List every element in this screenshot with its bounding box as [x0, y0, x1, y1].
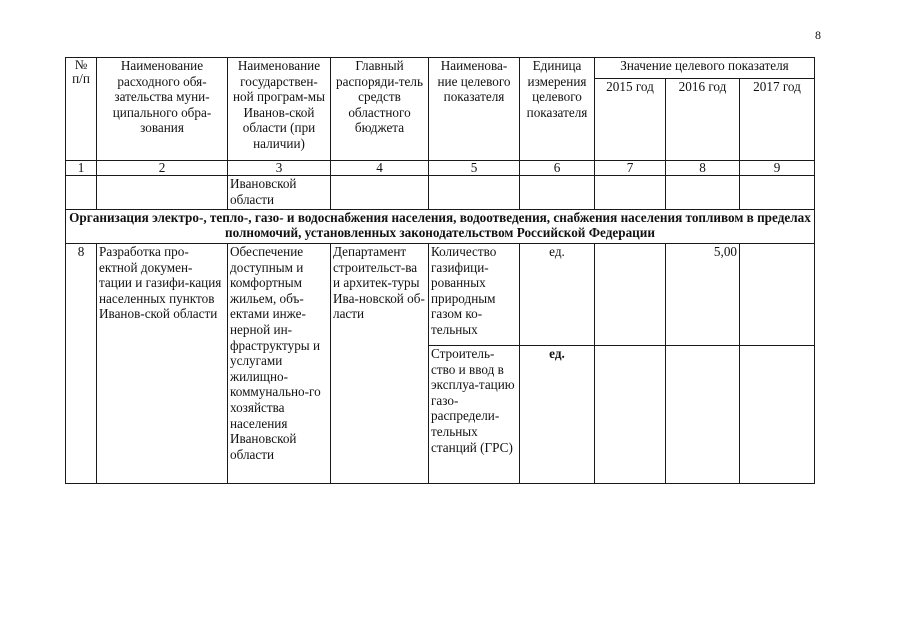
indicator-value-2015: [595, 346, 666, 484]
column-number: 3: [228, 161, 331, 176]
column-number: 1: [66, 161, 97, 176]
indicator-unit: ед.: [520, 346, 595, 484]
table-row: [66, 244, 815, 346]
section-title: Организация электро-, тепло-, газо- и водоснабжения населения, водоотведения, снабжения населения топливом в пределах полномочий, установленных законодательством Российской Федерации: [66, 210, 815, 244]
header-row: [66, 58, 815, 79]
cell-empty: [429, 176, 520, 210]
cell-empty: [595, 176, 666, 210]
indicator-value-2016: 5,00: [666, 244, 740, 346]
cell-empty: [66, 176, 97, 210]
header-program: Наименование государствен-ной програм-мы Иванов-ской области (при наличии): [228, 58, 331, 161]
column-number: 8: [666, 161, 740, 176]
column-number: 5: [429, 161, 520, 176]
program-name: Обеспечение доступным и комфортным жильем, объ-ектами инже-нерной ин-фраструктуры и услугами жилищно-коммунально-го хозяйства населения Ивановской области: [228, 244, 331, 484]
cell-empty: [97, 176, 228, 210]
indicator-value-2017: [740, 346, 815, 484]
column-numbers-row: [66, 161, 815, 176]
cell-empty: [331, 176, 429, 210]
continuation-program: Ивановской области: [228, 176, 331, 210]
cell-empty: [740, 176, 815, 210]
indicator-value-2016: [666, 346, 740, 484]
row-number: 8: [66, 244, 97, 484]
header-obligation: Наименование расходного обя-зательства муни-ципального обра-зования: [97, 58, 228, 161]
budget-manager: Департамент строительст-ва и архитек-туры Ива-новской об-ласти: [331, 244, 429, 484]
header-unit: Единица измерения целевого показателя: [520, 58, 595, 161]
obligation-name: Разработка про-ектной докумен-тации и газифи-кация населенных пунктов Иванов-ской области: [97, 244, 228, 484]
header-number: № п/п: [66, 58, 97, 161]
page-number: 8: [815, 28, 821, 42]
header-year-2015: 2015 год: [595, 79, 666, 161]
continuation-row: [66, 176, 815, 210]
indicator-name: Количество газифици-рованных природным газом ко-тельных: [429, 244, 520, 346]
header-budget-manager: Главный распоряди-тель средств областного бюджета: [331, 58, 429, 161]
indicator-value-2015: [595, 244, 666, 346]
column-number: 4: [331, 161, 429, 176]
column-number: 9: [740, 161, 815, 176]
section-row: [66, 210, 815, 244]
column-number: 2: [97, 161, 228, 176]
header-indicator-name: Наименова-ние целевого показателя: [429, 58, 520, 161]
indicator-name: Строитель-ство и ввод в эксплуа-тацию газо-распредели-тельных станций (ГРС): [429, 346, 520, 484]
column-number: 7: [595, 161, 666, 176]
cell-empty: [666, 176, 740, 210]
indicator-value-2017: [740, 244, 815, 346]
target-indicators-table: [65, 57, 815, 484]
indicator-unit: ед.: [520, 244, 595, 346]
header-target-values: Значение целевого показателя: [595, 58, 815, 79]
header-year-2017: 2017 год: [740, 79, 815, 161]
cell-empty: [520, 176, 595, 210]
header-year-2016: 2016 год: [666, 79, 740, 161]
column-number: 6: [520, 161, 595, 176]
